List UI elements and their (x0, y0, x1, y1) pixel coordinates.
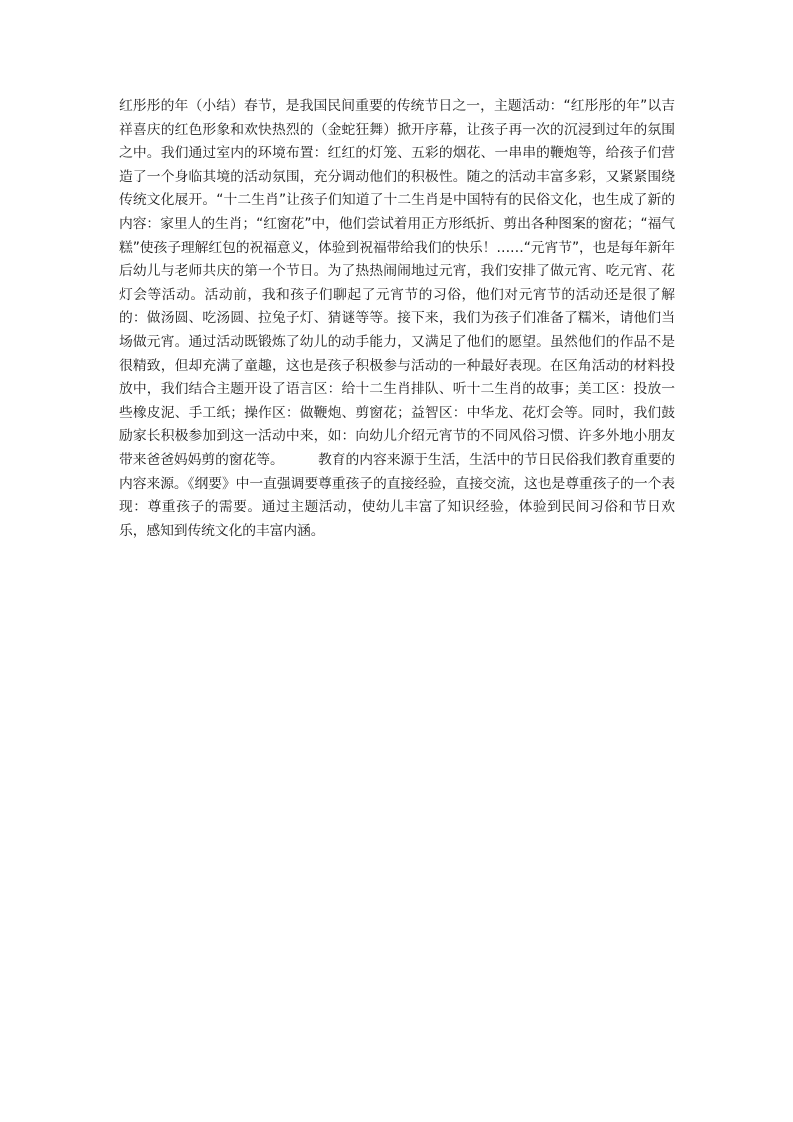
body-paragraph: 红彤彤的年（小结）春节，是我国民间重要的传统节日之一，主题活动：“红彤彤的年”以吉祥喜庆的红色形象和欢快热烈的（金蛇狂舞）掀开序幕，让孩子再一次的沉浸到过年的氛围之中。我们通过室内的环境布置：红红的灯笼、五彩的烟花、一串串的鞭炮等，给孩子们营造了一个身临其境的活动氛围，充分调动他们的积极性。随之的活动丰富多彩，又紧紧围绕传统文化展开。“十二生肖”让孩子们知道了十二生肖是中国特有的民俗文化，也生成了新的内容：家里人的生肖；“红窗花”中，他们尝试着用正方形纸折、剪出各种图案的窗花；“福气糕”使孩子理解红包的祝福意义，体验到祝福带给我们的快乐！……“元宵节”，也是每年新年后幼儿与老师共庆的第一个节日。为了热热闹闹地过元宵，我们安排了做元宵、吃元宵、花灯会等活动。活动前，我和孩子们聊起了元宵节的习俗，他们对元宵节的活动还是很了解的：做汤圆、吃汤圆、拉兔子灯、猜谜等等。接下来，我们为孩子们准备了糯米，请他们当场做元宵。通过活动既锻炼了幼儿的动手能力，又满足了他们的愿望。虽然他们的作品不是很精致，但却充满了童趣，这也是孩子积极参与活动的一种最好表现。在区角活动的材料投放中，我们结合主题开设了语言区：给十二生肖排队、听十二生肖的故事；美工区：投放一些橡皮泥、手工纸；操作区：做鞭炮、剪窗花；益智区：中华龙、花灯会等。同时，我们鼓励家长积极参加到这一活动中来，如：向幼儿介绍元宵节的不同风俗习惯、许多外地小朋友带来爸爸妈妈剪的窗花等。 教育的内容来源于生活，生活中的节日民俗我们教育重要的内容来源。《纲要》中一直强调要尊重孩子的直接经验，直接交流，这也是尊重孩子的一个表现：尊重孩子的需要。通过主题活动，使幼儿丰富了知识经验，体验到民间习俗和节日欢乐，感知到传统文化的丰富内涵。 (119, 98, 675, 539)
